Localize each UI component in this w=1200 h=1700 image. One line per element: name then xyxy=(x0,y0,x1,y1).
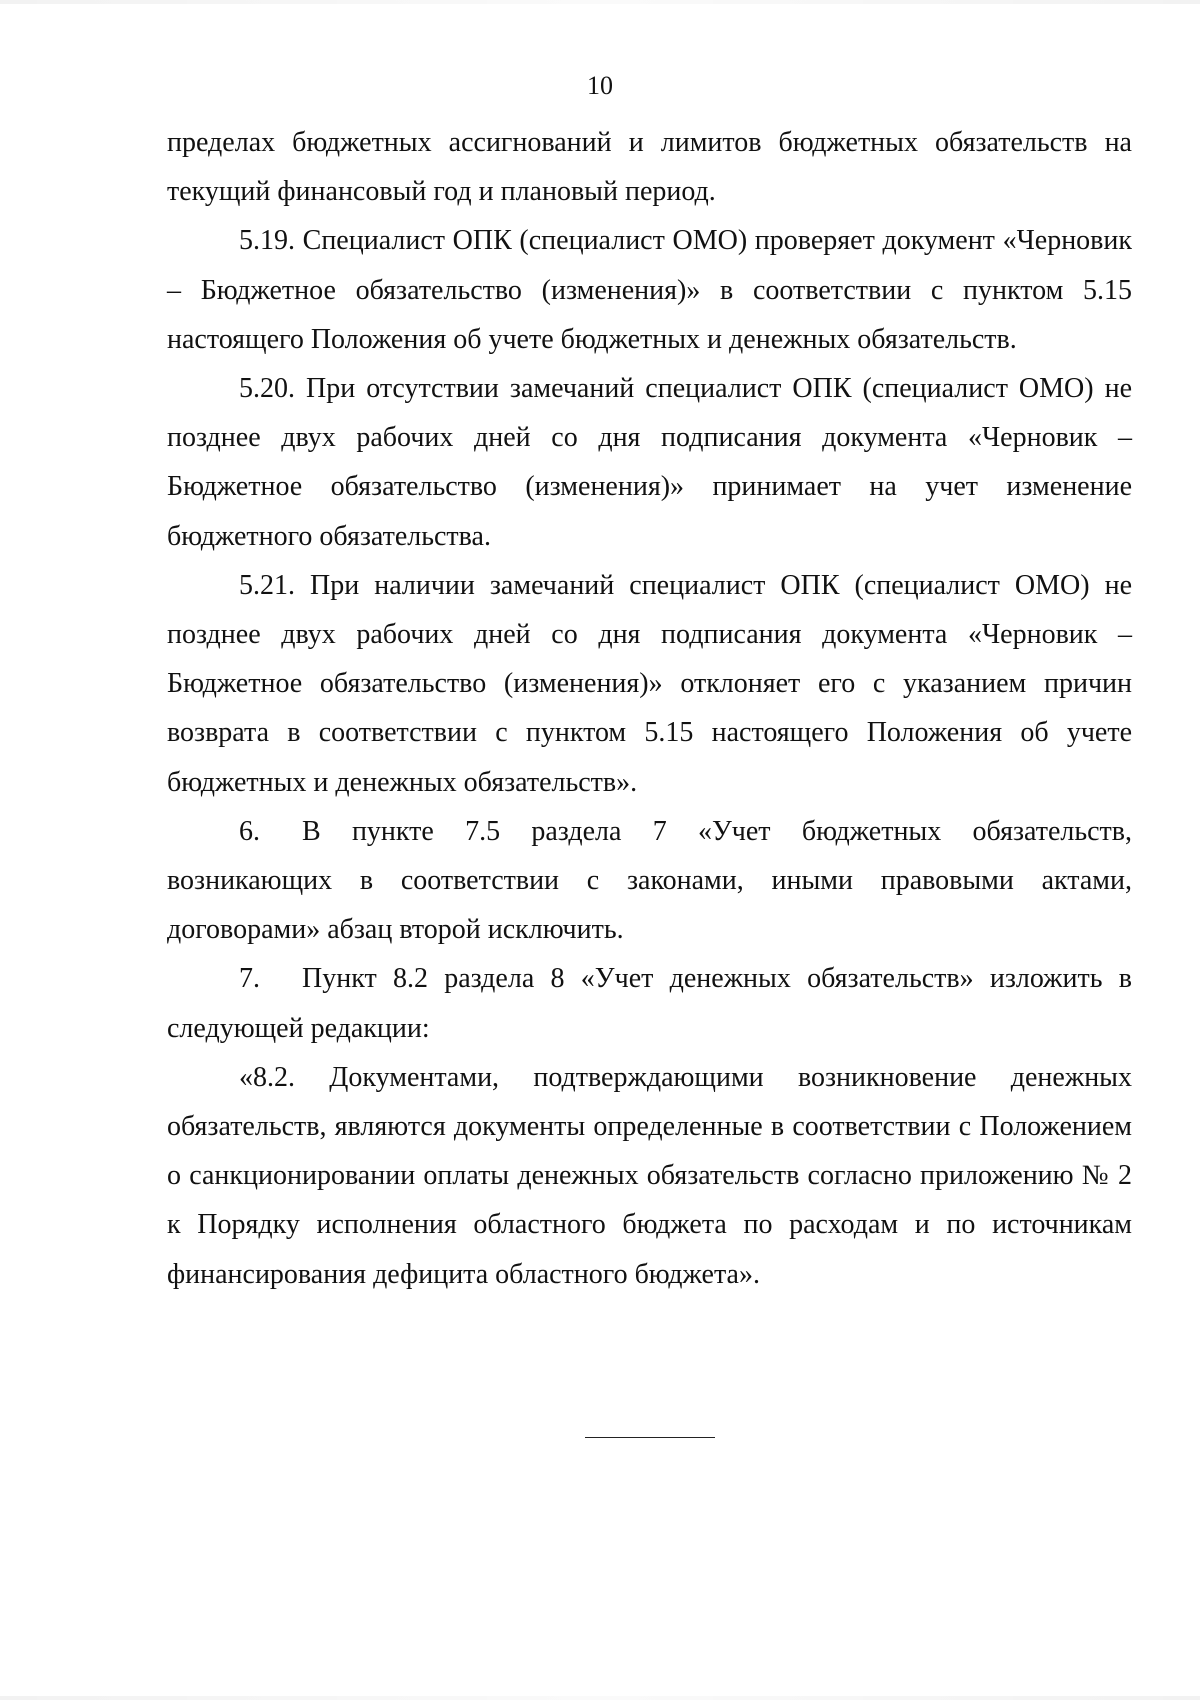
paragraph-5-19: 5.19. Специалист ОПК (специалист ОМО) проверяет документ «Черновик – Бюджетное обязательство (изменения)» в соответствии с пунктом 5.15 настоящего Положения об учете бюджетных и денежных обязательств. xyxy=(167,225,1132,355)
paragraph-continuation: пределах бюджетных ассигнований и лимитов бюджетных обязательств на текущий финансовый год и плановый период. xyxy=(167,127,1132,208)
end-separator-line xyxy=(585,1437,715,1438)
paragraph-5-21: 5.21. При наличии замечаний специалист ОПК (специалист ОМО) не позднее двух рабочих дней со дня подписания документа «Черновик – Бюджетное обязательство (изменения)» отклоняет его с указанием причин возврата в соответствии с пунктом 5.15 настоящего Положения об учете бюджетных и денежных обязательств». xyxy=(167,569,1132,798)
paragraph-item-6: 6. В пункте 7.5 раздела 7 «Учет бюджетных обязательств, возникающих в соответствии с законами, иными правовыми актами, договорами» абзац второй исключить. xyxy=(167,815,1132,946)
document-body xyxy=(167,118,1132,1299)
paragraph-5-20: 5.20. При отсутствии замечаний специалист ОПК (специалист ОМО) не позднее двух рабочих дней со дня подписания документа «Черновик – Бюджетное обязательство (изменения)» принимает на учет изменение бюджетного обязательства. xyxy=(167,373,1132,552)
page-number: 10 xyxy=(587,71,613,100)
scan-edge-top xyxy=(0,0,1200,4)
scan-edge-bottom xyxy=(0,1696,1200,1700)
paragraph-item-7: 7. Пункт 8.2 раздела 8 «Учет денежных обязательств» изложить в следующей редакции: xyxy=(167,963,1132,1044)
paragraph-8-2-quote: «8.2. Документами, подтверждающими возникновение денежных обязательств, являются документы определенные в соответствии с Положением о санкционировании оплаты денежных обязательств согласно приложению № 2 к Порядку исполнения областного бюджета по расходам и по источникам финансирования дефицита областного бюджета». xyxy=(167,1061,1132,1290)
